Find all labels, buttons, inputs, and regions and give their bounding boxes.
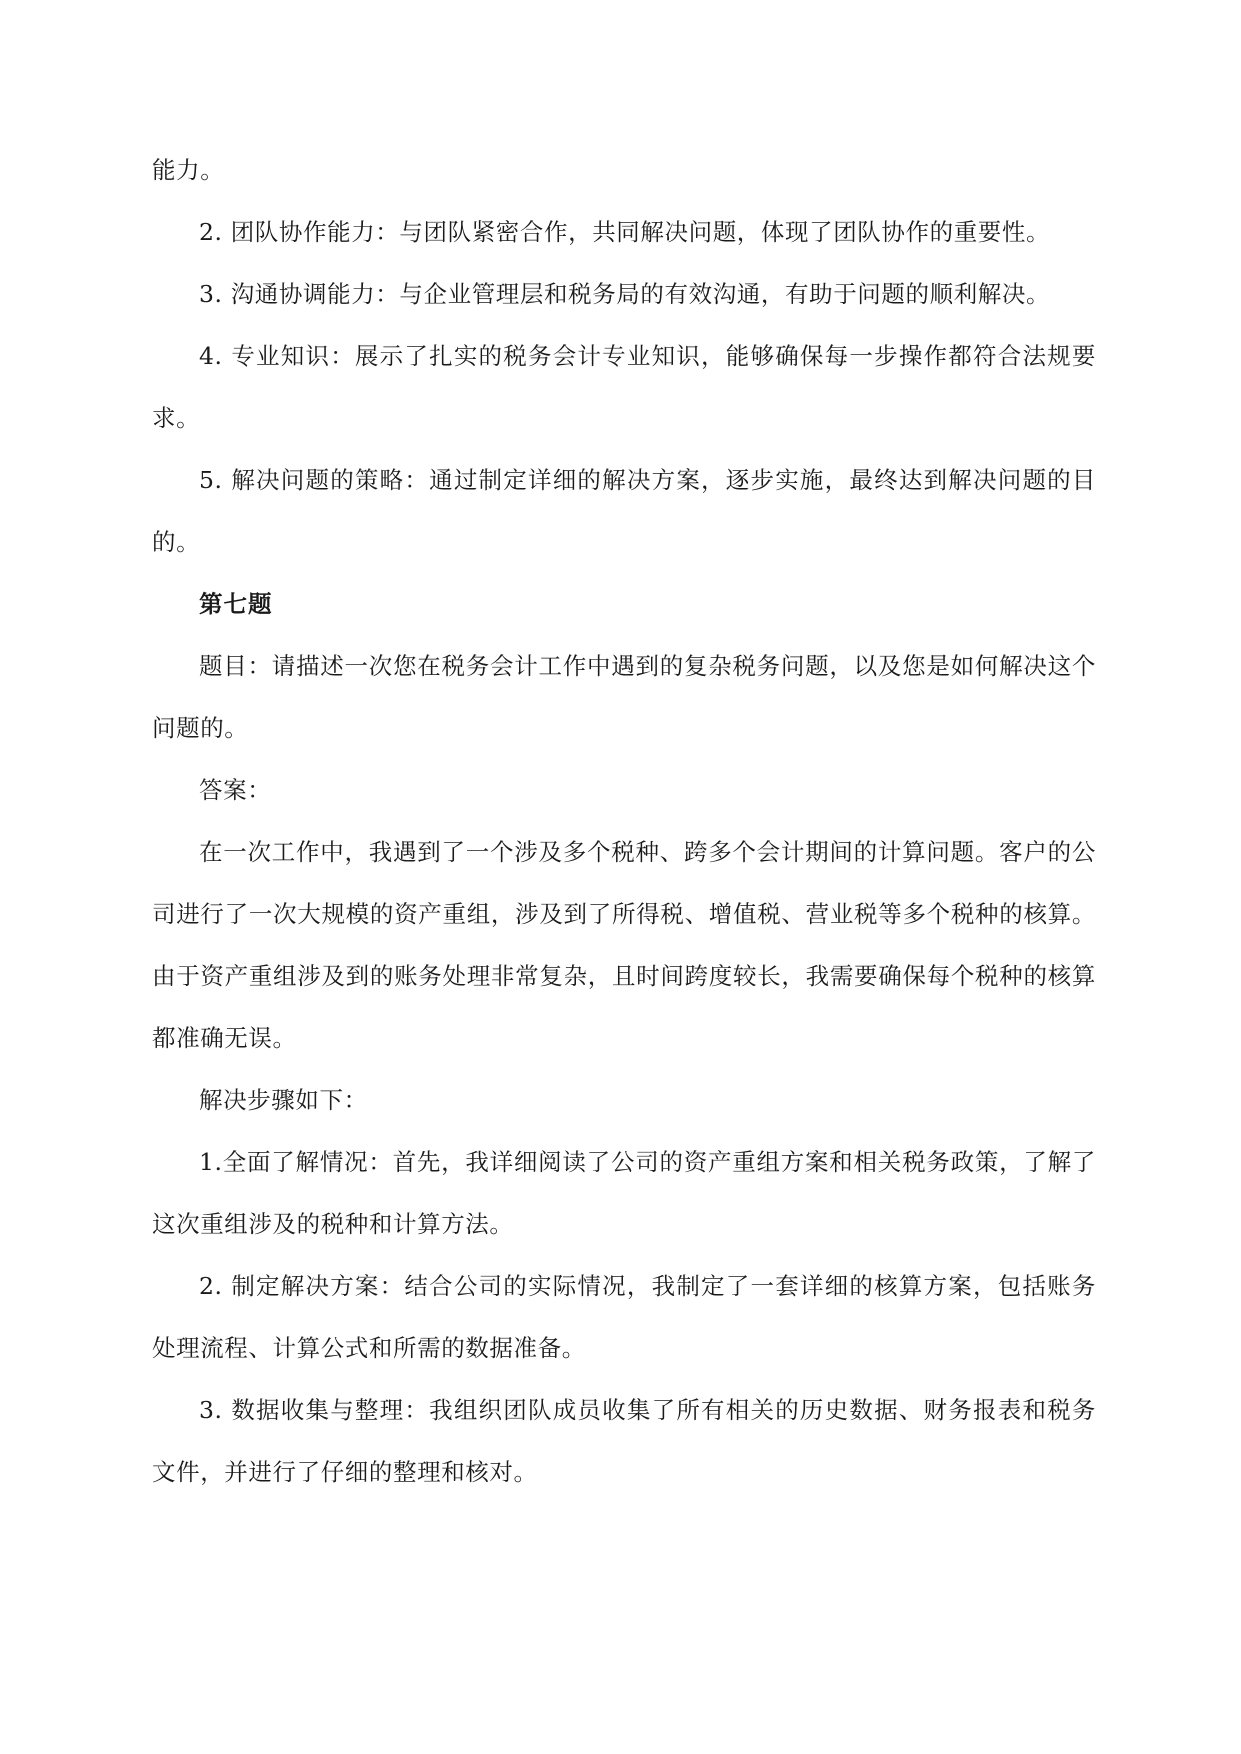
list-item-strategy: 5. 解决问题的策略：通过制定详细的解决方案，逐步实施，最终达到解决问题的目的。 — [152, 466, 1096, 556]
list-item-teamwork: 2. 团队协作能力：与团队紧密合作，共同解决问题，体现了团队协作的重要性。 — [199, 218, 1051, 246]
answer-label: 答案： — [199, 776, 272, 804]
question-text: 题目：请描述一次您在税务会计工作中遇到的复杂税务问题，以及您是如何解决这个问题的。 — [152, 652, 1096, 742]
section-heading: 第七题 — [199, 590, 273, 618]
step-item-data: 3. 数据收集与整理：我组织团队成员收集了所有相关的历史数据、财务报表和税务文件，并进行了仔细的整理和核对。 — [152, 1396, 1096, 1486]
list-item-communication: 3. 沟通协调能力：与企业管理层和税务局的有效沟通，有助于问题的顺利解决。 — [199, 280, 1051, 308]
answer-paragraph: 在一次工作中，我遇到了一个涉及多个税种、跨多个会计期间的计算问题。客户的公司进行了一次大规模的资产重组，涉及到了所得税、增值税、营业税等多个税种的核算。由于资产重组涉及到的账务处理非常复杂，且时间跨度较长，我需要确保每个税种的核算都准确无误。 — [152, 838, 1096, 1052]
paragraph-continuation: 能力。 — [152, 156, 225, 184]
list-item-expertise: 4. 专业知识：展示了扎实的税务会计专业知识，能够确保每一步操作都符合法规要求。 — [152, 342, 1096, 432]
document-body — [152, 139, 1096, 1503]
step-item-understand: 1.全面了解情况：首先，我详细阅读了公司的资产重组方案和相关税务政策，了解了这次重组涉及的税种和计算方法。 — [152, 1148, 1096, 1238]
step-item-plan: 2. 制定解决方案：结合公司的实际情况，我制定了一套详细的核算方案，包括账务处理流程、计算公式和所需的数据准备。 — [152, 1272, 1096, 1362]
steps-intro: 解决步骤如下： — [199, 1086, 368, 1114]
